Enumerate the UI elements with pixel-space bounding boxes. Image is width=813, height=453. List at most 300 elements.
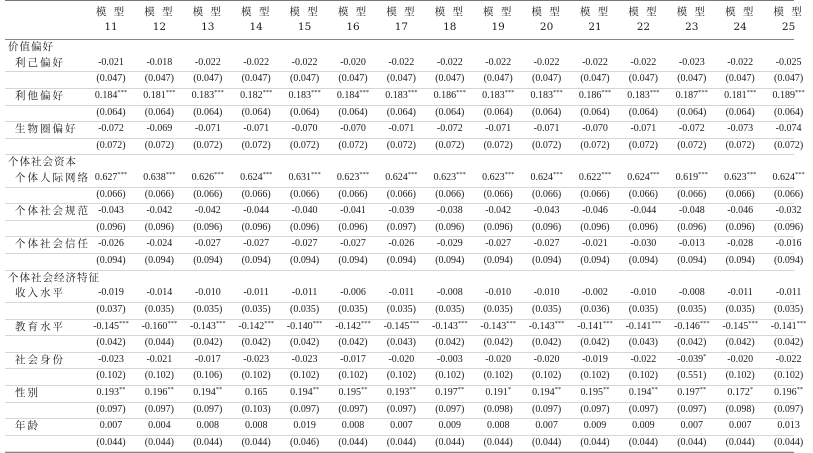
coefficient-value: 0.619 — [675, 172, 699, 183]
std-error-cell: (0.047) — [532, 73, 562, 85]
coefficient-cell — [716, 419, 764, 433]
std-error-cell: (0.044) — [725, 436, 755, 448]
coefficient-value: 0.007 — [680, 420, 704, 432]
std-error-cell: (0.072) — [435, 139, 465, 151]
coefficient-cell — [474, 386, 522, 400]
variable-label: 年龄 — [15, 420, 40, 433]
coefficient-cell — [474, 237, 522, 251]
std-error-cell: (0.097) — [290, 403, 320, 415]
significance-stars: ** — [457, 385, 465, 393]
significance-stars: *** — [215, 319, 226, 327]
coefficient-value: 0.193 — [386, 386, 410, 398]
section-label: 个体社会经济特征 — [8, 271, 100, 284]
coefficient-cell — [232, 122, 280, 136]
coefficient-value: -0.011 — [243, 287, 269, 299]
significance-stars: *** — [649, 88, 660, 96]
std-error-cell: (0.097) — [386, 221, 416, 233]
significance-stars: * — [749, 385, 754, 393]
std-error-cell: (0.047) — [193, 73, 223, 85]
coefficient-cell — [329, 56, 377, 70]
model-word: 模 型 — [483, 6, 514, 18]
std-error-cell: (0.094) — [338, 255, 368, 266]
std-error-cell: (0.047) — [677, 73, 707, 85]
coefficient-cell — [523, 286, 571, 300]
coefficient-value: -0.011 — [727, 287, 753, 299]
coefficient-value: -0.071 — [388, 123, 415, 135]
coefficient-cell — [232, 171, 280, 185]
model-number: 21 — [588, 21, 602, 33]
coefficient-cell — [765, 353, 813, 367]
coefficient-value: -0.143 — [190, 320, 216, 332]
significance-stars: ** — [409, 385, 416, 393]
std-error-cell: (0.042) — [193, 337, 223, 349]
coefficient-cell — [523, 56, 571, 70]
row-divider — [5, 270, 794, 271]
significance-stars: *** — [407, 88, 418, 96]
coefficient-value: -0.142 — [238, 320, 265, 332]
coefficient-value: -0.022 — [436, 56, 463, 68]
row-divider — [5, 154, 794, 155]
std-error-cell: (0.044) — [241, 436, 271, 448]
coefficient-value: -0.027 — [340, 238, 366, 250]
coefficient-value: -0.048 — [678, 205, 705, 217]
significance-stars: *** — [117, 88, 128, 96]
coefficient-cell — [426, 171, 474, 185]
std-error-cell: (0.047) — [338, 73, 368, 85]
model-number: 25 — [781, 21, 796, 33]
coefficient-value: 0.196 — [774, 386, 797, 398]
coefficient-cell — [765, 204, 813, 218]
coefficient-value: -0.074 — [775, 123, 802, 135]
model-header-22 — [619, 5, 667, 35]
coefficient-value: -0.042 — [146, 205, 173, 217]
std-error-cell: (0.097) — [628, 403, 658, 415]
coefficient-value: 0.019 — [293, 420, 316, 432]
std-error-cell: (0.047) — [725, 73, 755, 85]
coefficient-value: 0.186 — [578, 89, 602, 101]
coefficient-value: 0.623 — [724, 172, 747, 183]
std-error-cell: (0.037) — [96, 303, 126, 315]
coefficient-value: 0.183 — [530, 89, 553, 101]
std-error-cell: (0.097) — [338, 403, 368, 415]
coefficient-cell — [281, 122, 329, 136]
model-word: 模 型 — [676, 6, 707, 18]
model-number: 14 — [249, 21, 263, 33]
coefficient-value: 0.182 — [240, 89, 263, 101]
std-error-cell: (0.044) — [628, 436, 658, 448]
coefficient-cell — [281, 56, 329, 70]
significance-stars: *** — [552, 88, 563, 96]
coefficient-cell — [571, 320, 619, 334]
model-number: 15 — [297, 21, 312, 33]
coefficient-cell — [668, 386, 716, 400]
variable-label: 生物圈偏好 — [15, 123, 78, 136]
std-error-cell: (0.097) — [774, 403, 804, 415]
std-error-cell: (0.042) — [96, 337, 126, 349]
coefficient-value: -0.046 — [727, 205, 754, 217]
std-error-cell: (0.072) — [677, 139, 707, 151]
std-error-cell: (0.042) — [435, 337, 465, 349]
coefficient-cell — [329, 386, 377, 400]
std-error-cell: (0.044) — [96, 436, 126, 448]
coefficient-cell — [619, 320, 667, 334]
coefficient-value: -0.041 — [340, 205, 366, 217]
std-error-cell: (0.094) — [725, 255, 755, 266]
std-error-cell: (0.044) — [677, 436, 707, 448]
std-error-cell: (0.066) — [144, 188, 174, 200]
coefficient-cell — [668, 89, 716, 103]
coefficient-value: 0.624 — [240, 172, 263, 183]
std-error-cell: (0.094) — [290, 255, 320, 266]
significance-stars: *** — [407, 171, 418, 178]
coefficient-cell — [619, 286, 667, 300]
coefficient-value: -0.046 — [582, 205, 608, 217]
coefficient-value: -0.014 — [146, 287, 173, 299]
significance-stars: *** — [165, 171, 176, 178]
coefficient-value: 0.008 — [341, 420, 365, 432]
coefficient-cell — [329, 419, 377, 433]
std-error-cell: (0.096) — [144, 221, 174, 233]
coefficient-value: 0.183 — [385, 89, 408, 101]
std-error-cell: (0.072) — [96, 139, 126, 151]
model-word: 模 型 — [434, 6, 465, 18]
coefficient-cell — [474, 204, 522, 218]
coefficient-cell — [619, 419, 667, 433]
coefficient-cell — [426, 320, 474, 334]
significance-stars: *** — [649, 171, 660, 178]
coefficient-cell — [184, 320, 232, 334]
std-error-cell: (0.047) — [144, 73, 174, 85]
coefficient-cell — [765, 89, 813, 103]
coefficient-value: 0.183 — [627, 89, 650, 101]
model-word: 模 型 — [241, 6, 272, 18]
significance-stars: *** — [262, 171, 273, 178]
model-word: 模 型 — [773, 6, 804, 18]
coefficient-cell — [619, 89, 667, 103]
coefficient-cell — [135, 204, 183, 218]
coefficient-cell — [426, 204, 474, 218]
significance-stars: *** — [214, 171, 224, 178]
std-error-cell: (0.072) — [338, 139, 368, 151]
coefficient-value: 0.007 — [99, 420, 123, 432]
coefficient-cell — [716, 286, 764, 300]
significance-stars: ** — [215, 385, 223, 393]
coefficient-value: -0.072 — [98, 123, 124, 135]
coefficient-value: 0.624 — [530, 172, 553, 183]
coefficient-value: -0.019 — [582, 353, 608, 365]
std-error-cell: (0.064) — [193, 106, 223, 118]
significance-stars: ** — [167, 385, 174, 393]
std-error-cell: (0.042) — [241, 337, 271, 349]
model-header-16 — [329, 5, 377, 35]
coefficient-cell — [184, 89, 232, 103]
coefficient-cell — [426, 122, 474, 136]
std-error-cell: (0.097) — [386, 403, 416, 415]
variable-label: 收入水平 — [15, 287, 65, 300]
std-error-cell: (0.066) — [677, 188, 707, 200]
coefficient-cell — [281, 204, 329, 218]
coefficient-value: 0.196 — [144, 386, 168, 398]
std-error-cell: (0.102) — [241, 370, 271, 382]
model-header-12 — [135, 5, 183, 35]
std-error-cell: (0.066) — [193, 188, 223, 200]
model-header-21 — [571, 5, 619, 35]
coefficient-cell — [716, 122, 764, 136]
significance-stars: *** — [167, 319, 178, 327]
coefficient-value: -0.022 — [533, 56, 560, 68]
coefficient-cell — [571, 56, 619, 70]
significance-stars: *** — [698, 88, 708, 96]
coefficient-cell — [523, 122, 571, 136]
coefficient-value: -0.023 — [243, 353, 270, 365]
coefficient-cell — [571, 386, 619, 400]
std-error-cell: (0.064) — [386, 106, 416, 118]
coefficient-value: 0.195 — [580, 386, 603, 398]
coefficient-cell — [329, 89, 377, 103]
std-error-cell: (0.102) — [628, 370, 658, 382]
coefficient-value: -0.042 — [194, 205, 221, 217]
coefficient-value: -0.145 — [722, 320, 749, 332]
model-number: 13 — [201, 21, 215, 33]
coefficient-value: -0.071 — [243, 123, 270, 135]
std-error-cell: (0.035) — [435, 303, 465, 315]
coefficient-cell — [619, 386, 667, 400]
std-error-cell: (0.106) — [193, 370, 223, 382]
std-error-cell: (0.035) — [241, 303, 271, 315]
coefficient-value: 0.194 — [628, 386, 652, 398]
significance-stars: *** — [601, 88, 612, 96]
std-error-cell: (0.044) — [338, 436, 368, 448]
std-error-cell: (0.066) — [290, 188, 320, 200]
coefficient-value: 0.007 — [535, 420, 558, 432]
coefficient-value: -0.010 — [485, 287, 512, 299]
coefficient-cell — [765, 237, 813, 251]
coefficient-cell — [668, 122, 716, 136]
std-error-cell: (0.043) — [386, 337, 416, 349]
coefficient-value: -0.071 — [194, 123, 221, 135]
model-header-20 — [523, 5, 571, 35]
std-error-cell: (0.097) — [532, 403, 562, 415]
coefficient-value: -0.022 — [485, 56, 512, 68]
std-error-cell: (0.102) — [290, 370, 320, 382]
significance-stars: *** — [746, 171, 757, 178]
section-label: 个体社会资本 — [8, 156, 77, 169]
std-error-cell: (0.035) — [144, 303, 174, 315]
coefficient-cell — [571, 419, 619, 433]
coefficient-cell — [184, 171, 232, 185]
std-error-cell: (0.096) — [290, 221, 320, 233]
coefficient-value: -0.026 — [388, 238, 415, 250]
std-error-cell: (0.035) — [628, 303, 658, 315]
coefficient-value: 0.626 — [191, 172, 215, 183]
coefficient-cell — [377, 122, 425, 136]
coefficient-value: -0.020 — [485, 353, 512, 365]
std-error-cell: (0.064) — [96, 106, 126, 118]
coefficient-value: -0.006 — [340, 287, 366, 299]
std-error-cell: (0.102) — [144, 370, 174, 382]
significance-stars: *** — [456, 171, 466, 178]
coefficient-value: 0.638 — [143, 172, 166, 183]
std-error-cell: (0.035) — [725, 303, 755, 315]
coefficient-value: -0.143 — [528, 320, 555, 332]
coefficient-value: 0.184 — [336, 89, 360, 101]
coefficient-cell — [426, 237, 474, 251]
coefficient-cell — [87, 122, 135, 136]
coefficient-value: -0.028 — [727, 238, 754, 250]
model-number: 22 — [636, 21, 651, 33]
model-header-14 — [232, 5, 280, 35]
variable-label: 利他偏好 — [15, 89, 65, 102]
std-error-cell: (0.102) — [96, 370, 126, 382]
std-error-cell: (0.047) — [628, 73, 658, 85]
model-number: 11 — [104, 21, 118, 33]
coefficient-cell — [716, 204, 764, 218]
std-error-cell: (0.042) — [338, 337, 368, 349]
coefficient-cell — [87, 89, 135, 103]
std-error-cell: (0.064) — [290, 106, 320, 118]
model-number: 16 — [346, 21, 360, 33]
coefficient-value: 0.172 — [727, 386, 750, 398]
coefficient-cell — [571, 204, 619, 218]
coefficient-value: 0.197 — [677, 386, 700, 398]
model-number: 19 — [491, 21, 505, 33]
coefficient-cell — [329, 204, 377, 218]
significance-stars: ** — [361, 385, 368, 393]
coefficient-cell — [281, 353, 329, 367]
std-error-cell: (0.064) — [774, 106, 804, 118]
model-word: 模 型 — [579, 6, 611, 18]
coefficient-cell — [184, 419, 232, 433]
coefficient-value: -0.070 — [582, 123, 608, 135]
coefficient-value: 0.624 — [772, 172, 795, 183]
coefficient-cell — [523, 89, 571, 103]
coefficient-cell — [668, 204, 716, 218]
coefficient-cell — [377, 56, 425, 70]
coefficient-cell — [329, 122, 377, 136]
std-error-cell: (0.044) — [193, 436, 223, 448]
coefficient-cell — [87, 386, 135, 400]
coefficient-value: -0.022 — [775, 353, 802, 365]
std-error-cell: (0.072) — [628, 139, 658, 151]
std-error-cell: (0.035) — [338, 303, 368, 315]
significance-stars: * — [703, 352, 707, 360]
coefficient-value: -0.027 — [243, 238, 270, 250]
coefficient-value: 0.191 — [485, 386, 508, 398]
coefficient-cell — [474, 419, 522, 433]
coefficient-cell — [87, 286, 135, 300]
coefficient-value: -0.071 — [533, 123, 560, 135]
coefficient-value: -0.039 — [677, 353, 704, 365]
coefficient-cell — [426, 419, 474, 433]
std-error-cell: (0.102) — [386, 370, 416, 382]
coefficient-cell — [281, 419, 329, 433]
coefficient-value: -0.023 — [98, 353, 124, 365]
std-error-cell: (0.097) — [435, 403, 465, 415]
std-error-cell: (0.097) — [96, 403, 126, 415]
std-error-cell: (0.072) — [774, 139, 804, 151]
std-error-cell: (0.044) — [144, 337, 174, 349]
coefficient-value: 0.194 — [532, 386, 555, 398]
std-error-cell: (0.094) — [144, 255, 174, 266]
coefficient-cell — [184, 56, 232, 70]
coefficient-cell — [281, 89, 329, 103]
std-error-cell: (0.035) — [532, 303, 562, 315]
coefficient-value: -0.043 — [533, 205, 560, 217]
coefficient-cell — [135, 89, 183, 103]
coefficient-value: -0.043 — [98, 205, 124, 217]
coefficient-value: 0.623 — [433, 172, 457, 183]
coefficient-cell — [377, 386, 425, 400]
coefficient-value: -0.022 — [727, 56, 754, 68]
coefficient-value: 0.183 — [191, 89, 215, 101]
coefficient-cell — [232, 56, 280, 70]
significance-stars: *** — [746, 88, 757, 96]
coefficient-value: -0.022 — [582, 56, 608, 68]
coefficient-cell — [281, 286, 329, 300]
model-header-23 — [668, 5, 716, 35]
coefficient-cell — [87, 320, 135, 334]
std-error-cell: (0.064) — [338, 106, 368, 118]
std-error-cell: (0.042) — [483, 337, 513, 349]
coefficient-value: 0.186 — [433, 89, 457, 101]
std-error-cell: (0.072) — [483, 139, 513, 151]
coefficient-value: -0.022 — [243, 56, 270, 68]
coefficient-cell — [329, 286, 377, 300]
coefficient-cell — [184, 122, 232, 136]
std-error-cell: (0.072) — [386, 139, 416, 151]
coefficient-cell — [426, 386, 474, 400]
coefficient-cell — [135, 353, 183, 367]
coefficient-cell — [135, 286, 183, 300]
coefficient-cell — [232, 89, 280, 103]
coefficient-value: 0.183 — [288, 89, 311, 101]
significance-stars: ** — [119, 385, 126, 393]
coefficient-value: -0.024 — [146, 238, 173, 250]
coefficient-value: -0.038 — [436, 205, 463, 217]
std-error-cell: (0.072) — [144, 139, 174, 151]
coefficient-value: -0.026 — [98, 238, 124, 250]
coefficient-cell — [87, 204, 135, 218]
coefficient-cell — [619, 171, 667, 185]
coefficient-value: -0.145 — [93, 320, 120, 332]
coefficient-cell — [765, 286, 813, 300]
std-error-cell: (0.042) — [725, 337, 755, 349]
std-error-cell: (0.098) — [483, 403, 513, 415]
std-error-cell: (0.094) — [386, 255, 416, 266]
significance-stars: *** — [262, 88, 273, 96]
std-error-cell: (0.094) — [774, 255, 804, 266]
significance-stars: *** — [214, 88, 224, 96]
std-error-cell: (0.047) — [290, 73, 320, 85]
significance-stars: *** — [457, 319, 468, 327]
std-error-cell: (0.066) — [483, 188, 513, 200]
coefficient-value: -0.071 — [630, 123, 657, 135]
coefficient-value: 0.627 — [94, 172, 118, 183]
coefficient-value: -0.011 — [291, 287, 318, 299]
coefficient-value: -0.142 — [335, 320, 362, 332]
coefficient-value: -0.141 — [625, 320, 652, 332]
std-error-cell: (0.096) — [435, 221, 465, 233]
model-header-25 — [765, 5, 813, 35]
coefficient-cell — [523, 353, 571, 367]
coefficient-cell — [474, 320, 522, 334]
coefficient-cell — [716, 237, 764, 251]
coefficient-cell — [281, 171, 329, 185]
coefficient-value: 0.184 — [94, 89, 118, 101]
std-error-cell: (0.035) — [774, 303, 804, 315]
significance-stars: *** — [165, 88, 176, 96]
significance-stars: ** — [796, 385, 804, 393]
